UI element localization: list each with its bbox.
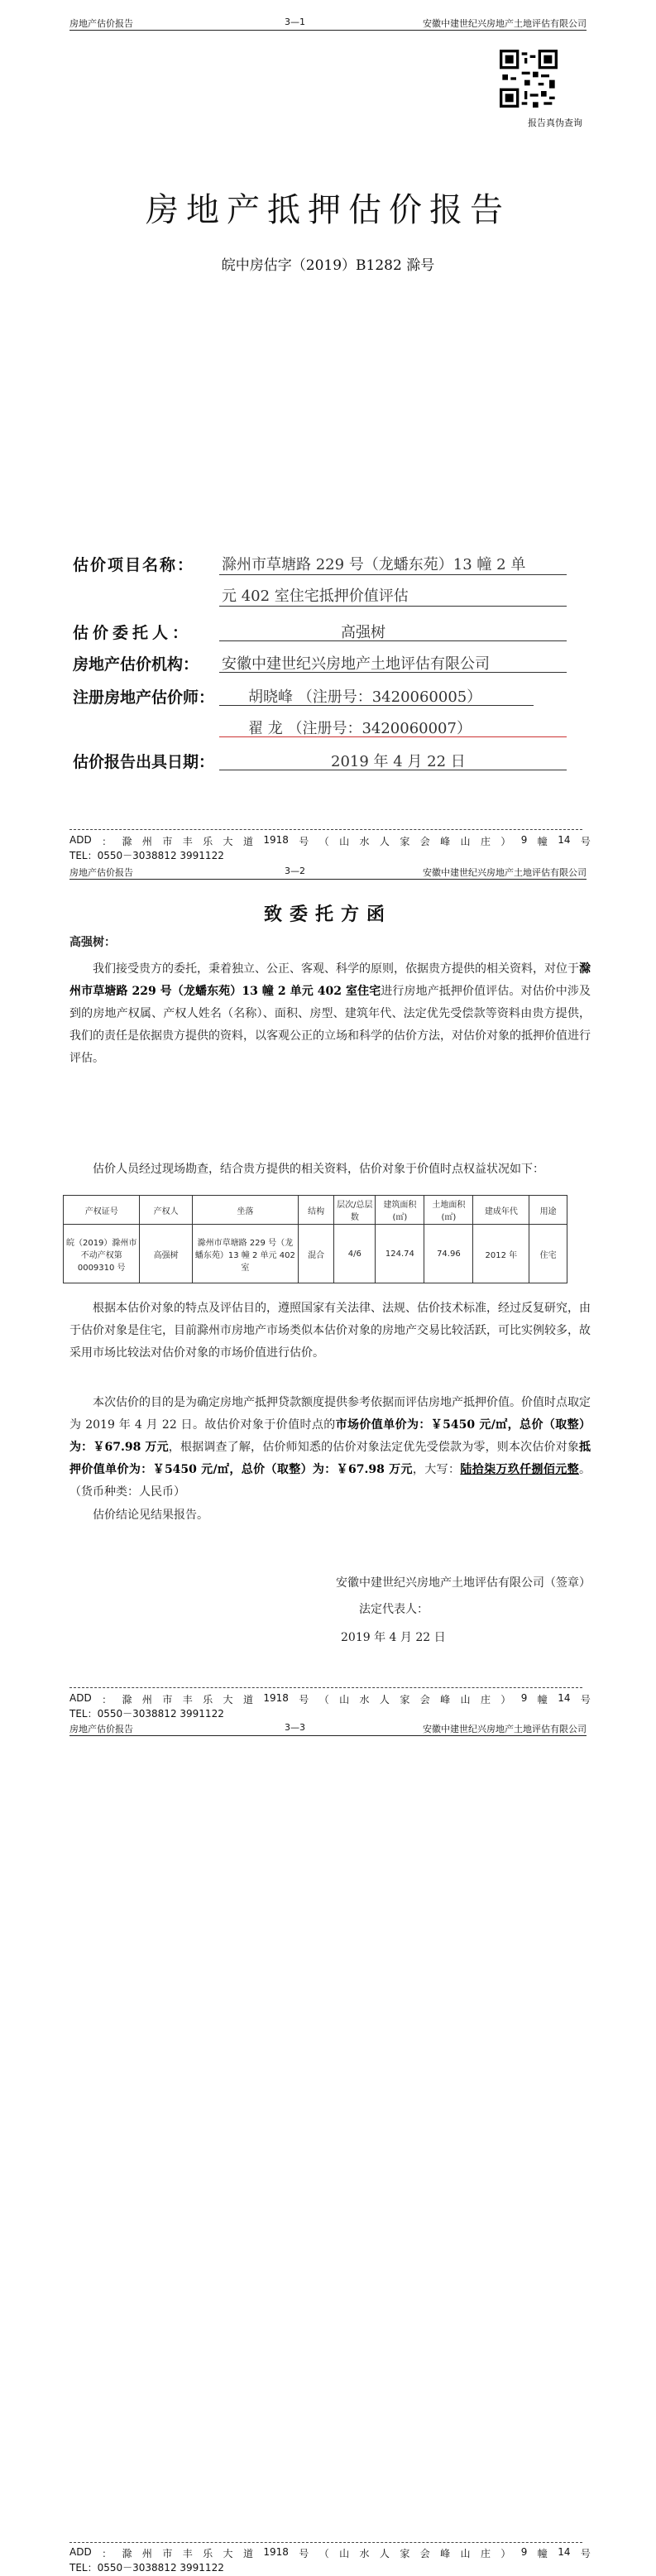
appraiser-2: 翟 龙 （注册号：3420060007） — [248, 720, 472, 737]
client-label: 估价委托人： — [73, 624, 193, 642]
market-value: 市场价值单价为：￥5450 元/㎡，总价（取整）为：￥67.98 万元 — [69, 1418, 591, 1454]
agency-label: 房地产估价机构： — [73, 655, 199, 674]
header-rule — [69, 30, 587, 31]
appraiser-1: 胡晓峰 （注册号：3420060005） — [248, 688, 482, 706]
footer-tel: TEL：0550－3038812 3991122 — [69, 2562, 224, 2574]
header-page-number: 3—2 — [285, 866, 305, 876]
client-value: 高强树 — [341, 624, 385, 641]
signature-company: 安徽中建世纪兴房地产土地评估有限公司（签章） — [336, 1576, 591, 1590]
page2-footer — [69, 1692, 591, 1720]
letter-paragraph-5: 估价结论见结果报告。 — [93, 1509, 208, 1522]
project-name-label: 估价项目名称： — [73, 556, 195, 574]
appraiser-underline-1 — [219, 705, 534, 706]
header-rule — [69, 1735, 587, 1736]
letter-paragraph-1: 我们接受贵方的委托，秉着独立、公正、客观、科学的原则，依据贵方提供的相关资料，对位于滁州市草塘路 229 号（龙蟠东苑）13 幢 2 单元 402 室住宅进行房地产抵押价值评估。对估价中涉及到的房地产权属、产权人姓名（名称）、面积、房型、建筑年代、法定优先受偿款等资料由贵方提供，我们的责任是依据贵方提供的资料，以客观公正的立场和科学的估价方法，对估价对象的抵押价值进行评估。 — [69, 962, 591, 1065]
footer-rule — [69, 2542, 582, 2543]
page2-header — [69, 866, 587, 877]
footer-address: ADD ： 滁 州 市 丰 乐 大 道 1918 号 （ 山 水 人 家 会 峰 山 庄 ） 9 幢 14 号 — [69, 834, 591, 847]
appraiser-label: 注册房地产估价师： — [73, 688, 215, 707]
salutation: 高强树： — [69, 936, 116, 949]
project-underline-1 — [219, 574, 567, 575]
report-date-label: 估价报告出具日期： — [73, 753, 215, 771]
header-page-number: 3—1 — [285, 17, 305, 27]
letter-paragraph-2: 估价人员经过现场勘查，结合贵方提供的相关资料，估价对象于价值时点权益状况如下： — [93, 1163, 544, 1176]
property-table — [63, 1195, 567, 1283]
page1-header — [69, 17, 587, 28]
footer-rule — [69, 1687, 582, 1688]
report-date-value: 2019 年 4 月 22 日 — [331, 753, 466, 770]
footer-tel: TEL：0550－3038812 3991122 — [69, 1708, 224, 1720]
footer-rule — [69, 829, 582, 830]
header-right: 安徽中建世纪兴房地产土地评估有限公司 — [423, 18, 587, 29]
qr-caption: 报告真伪查询 — [528, 118, 582, 128]
header-left: 房地产估价报告 — [69, 18, 133, 29]
letter-paragraph-4: 本次估价的目的是为确定房地产抵押贷款额度提供参考依据而评估房地产抵押价值。价值时点取定为 2019 年 4 月 22 日。故估价对象于价值时点的市场价值单价为：￥5450 元/㎡，总价（取整）为：￥67.98 万元，根据调查了解，估价师知悉的估价对象法定优先受偿款为零，则本次估价对象抵押价值单价为：￥5450 元/㎡，总价（取整）为：￥67.98 万元，大写：陆拾柒万玖仟捌佰元整。（货币种类：人民币） — [69, 1396, 591, 1499]
signature-representative: 法定代表人： — [359, 1603, 429, 1616]
project-name-line2: 元 402 室住宅抵押价值评估 — [222, 588, 409, 605]
page3-footer — [69, 2546, 591, 2574]
footer-address: ADD ： 滁 州 市 丰 乐 大 道 1918 号 （ 山 水 人 家 会 峰 山 庄 ） 9 幢 14 号 — [69, 1692, 591, 1705]
client-underline — [219, 640, 567, 641]
report-title: 房地产抵押估价报告 — [146, 191, 510, 229]
letter-title: 致委托方函 — [263, 904, 392, 925]
header-rule — [69, 879, 587, 880]
header-right: 安徽中建世纪兴房地产土地评估有限公司 — [423, 867, 587, 878]
agency-underline — [219, 672, 567, 673]
mortgage-value: 抵押价值单价为：￥5450 元/㎡，总价（取整）为：￥67.98 万元 — [69, 1441, 591, 1476]
header-right: 安徽中建世纪兴房地产土地评估有限公司 — [423, 1724, 587, 1734]
qr-code-icon[interactable] — [500, 50, 558, 108]
table-row: 皖（2019）滁州市不动产权第0009310 号 高强树 滁州市草塘路 229 号（龙蟠东苑）13 幢 2 单元 402 室 混合 4/6 124.74 74.96 2012 年 住宅 — [64, 1225, 567, 1283]
table-header-row: 产权证号 产权人 坐落 结构 层次/总层数 建筑面积(㎡) 土地面积(㎡) 建成年代 用途 — [64, 1196, 567, 1225]
amount-in-words: 陆拾柒万玖仟捌佰元整 — [460, 1463, 580, 1476]
page3-header — [69, 1722, 587, 1734]
signature-date: 2019 年 4 月 22 日 — [341, 1631, 446, 1644]
project-underline-2 — [219, 606, 567, 607]
footer-tel: TEL：0550－3038812 3991122 — [69, 850, 224, 861]
appraiser-underline-2 — [219, 736, 567, 737]
property-address: 滁州市草塘路 229 号（龙蟠东苑）13 幢 2 单元 402 室住宅 — [69, 962, 591, 998]
project-name-line1: 滁州市草塘路 229 号（龙蟠东苑）13 幢 2 单 — [222, 556, 526, 573]
footer-address: ADD ： 滁 州 市 丰 乐 大 道 1918 号 （ 山 水 人 家 会 峰 山 庄 ） 9 幢 14 号 — [69, 2546, 591, 2559]
letter-paragraph-3: 根据本估价对象的特点及评估目的，遵照国家有关法律、法规、估价技术标准，经过反复研究，由于估价对象是住宅，目前滁州市房地产市场类似本估价对象的房地产交易比较活跃，可比实例较多，故采用市场比较法对估价对象的市场价值进行估价。 — [69, 1302, 591, 1360]
agency-value: 安徽中建世纪兴房地产土地评估有限公司 — [222, 655, 490, 673]
document-number: 皖中房估字（2019）B1282 滁号 — [221, 257, 435, 274]
page1-footer — [69, 834, 591, 862]
header-left: 房地产估价报告 — [69, 1724, 133, 1734]
header-left: 房地产估价报告 — [69, 867, 133, 878]
header-page-number: 3—3 — [285, 1722, 305, 1733]
